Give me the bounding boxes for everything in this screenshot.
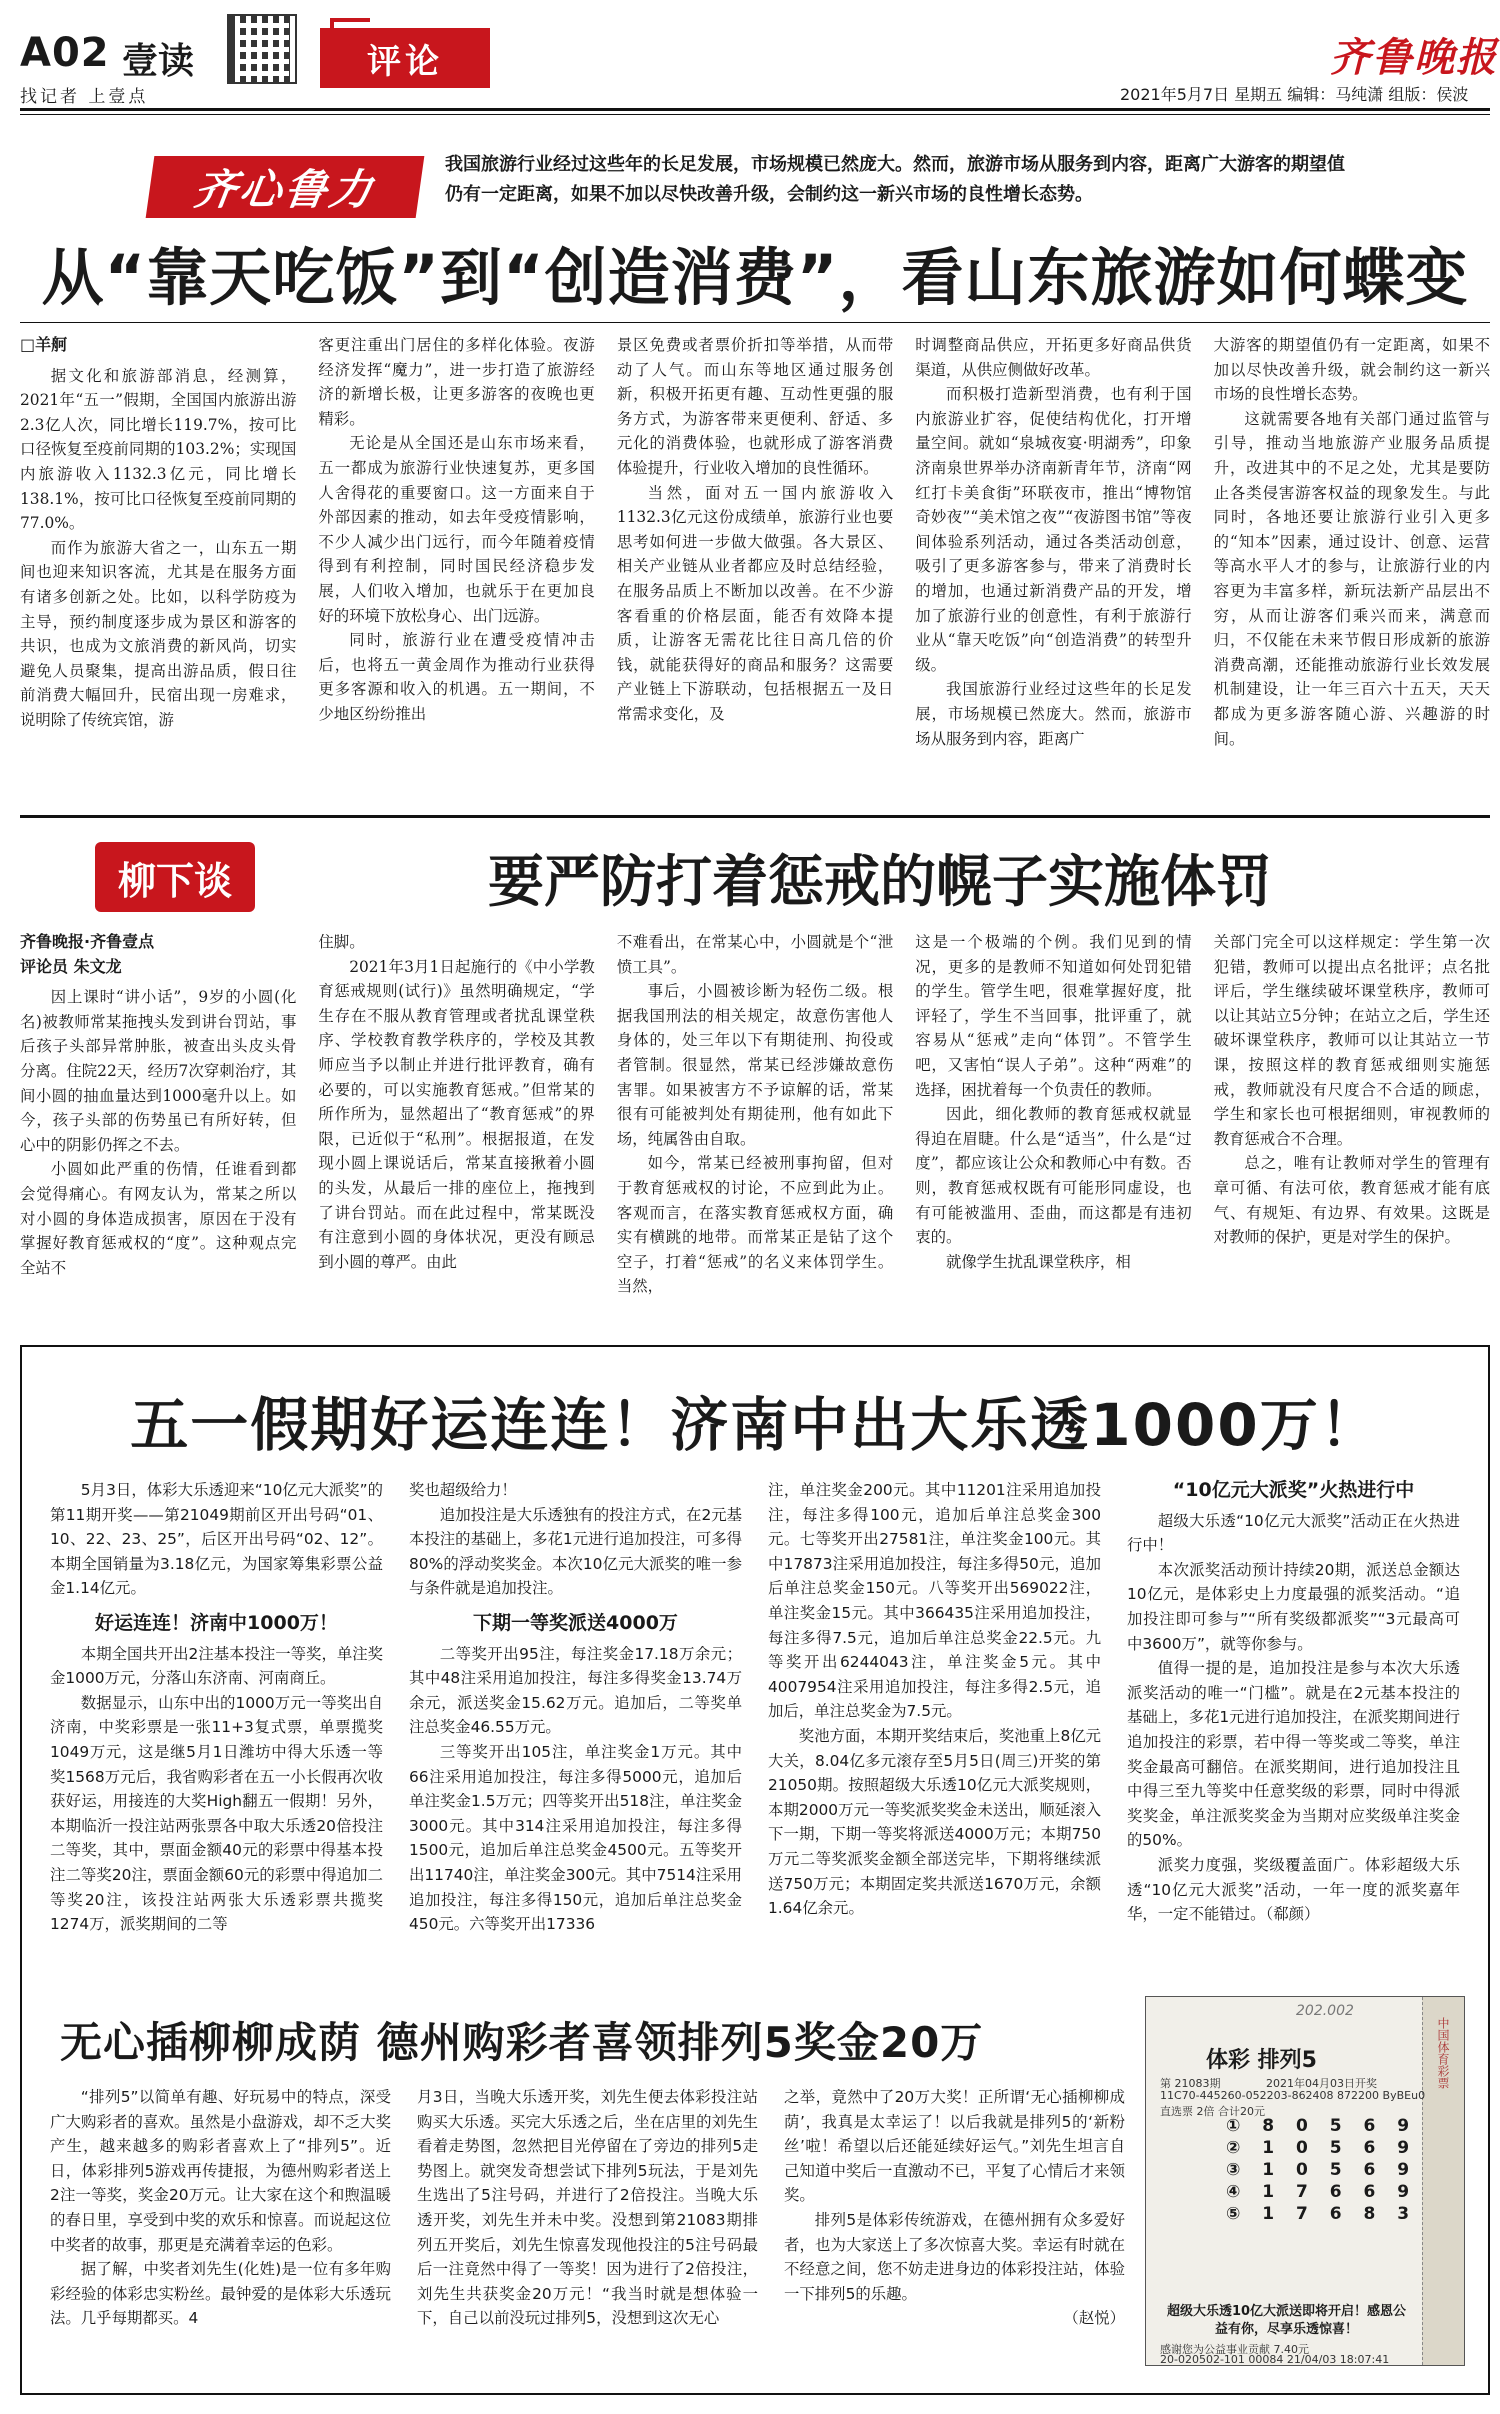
paragraph: 数据显示，山东中出的1000万元一等奖出自济南，中奖彩票是一张11+3复式票，单票揽奖1049万元，这是继5月1日潍坊中得大乐透一等奖1568万元后，我省购彩者在五一小长假再次收获好运，用接连的大奖High翻五一假期！另外，本期临沂一投注站两张票各中取大乐透20倍投注二等奖，其中，票面金额40元的彩票中得基本投注二等奖20注，票面金额60元的彩票中得追加二等奖20注，该投注站两张大乐透彩票共揽奖1274万，派奖期间的二等 [50,1693,383,1934]
article2-column [617,930,893,1320]
ticket-promo: 超级大乐透10亿大派送即将开启！感恩公益有你，尽享乐透惊喜！ [1166,2304,1407,2337]
article2-headline[interactable]: 要严防打着惩戒的幌子实施体罚 [488,850,1272,915]
article3-column [409,1478,742,1968]
article1-byline: □羊舸 [20,335,68,354]
paragraph: 就像学生扰乱课堂秩序，相 [946,1252,1131,1271]
paragraph: 派奖力度强，奖级覆盖面广。体彩超级大乐透“10亿元大派奖”活动，一年一度的派奖嘉年华，一定不能错过。（郗颜） [1127,1855,1460,1924]
section-name: 壹读 [122,41,195,82]
article4-body [50,2085,1125,2375]
paragraph: 景区免费或者票价折扣等举措，从而带动了人气。而山东等地区通过服务创新，积极开拓更有趣、互动性更强的服务方式，为游客带来更便利、舒适、多元化的消费体验，也就形成了游客消费体验提升，行业收入增加的良性循环。 [616,336,894,477]
divider [20,322,1490,323]
paragraph: 我国旅游行业经过这些年的长足发展，市场规模已然庞大。然而，旅游市场从服务到内容，距离广 [915,680,1192,748]
article1-column [617,333,893,803]
subheading: 下期一等奖派送4000万 [473,1611,678,1634]
ticket-handwriting: 202.002 [1296,2003,1354,2019]
newspaper-logo: 齐鲁晚报 [1330,34,1498,81]
ticket-side-text: 中国体育彩票 [1436,2017,1450,2089]
paragraph: 这是一个极端的个例。我们见到的情况，更多的是教师不知道如何处罚犯错的学生。管学生吧，很难掌握好度，批评轻了，学生不当回事，批评重了，就容易从“惩戒”走向“体罚”。不管学生吧，又害怕“误人子弟”。这种“两难”的选择，困扰着每一个负责任的教师。 [915,933,1192,1099]
paragraph: 据文化和旅游部消息，经测算，2021年“五一”假期，全国国内旅游出游2.3亿人次，同比增长119.7%，按可比口径恢复至疫前同期的103.2%；实现国内旅游收入1132.3亿元，同比增长138.1%，按可比口径恢复至疫前同期的77.0%。 [20,366,297,533]
article4-column [417,2085,758,2375]
paragraph: 客更注重出门居住的多样化体验。夜游经济发挥“魔力”，进一步打造了旅游经济的新增长极，让更多游客的夜晚也更精彩。 [318,336,595,428]
article3-body [50,1478,1460,1968]
page-number: A02 [20,30,110,76]
article2-column [20,930,296,1320]
paragraph: 月3日，当晚大乐透开奖，刘先生便去体彩投注站购买大乐透。买完大乐透之后，坐在店里的刘先生看着走势图，忽然把目光停留在了旁边的排列5走势图上。就突发奇想尝试下排列5玩法，于是刘先生选出了5注号码，并进行了2倍投注。当晚大乐透开奖，刘先生并未中奖。没想到第21083期排列五开奖后，刘先生惊喜发现他投注的5注号码最后一注竟然中得了一等奖！因为进行了2倍投注，刘先生共获奖金20万元！“我当时就是想体验一下，自己以前没玩过排列5，没想到这次无心 [417,2088,758,2328]
paragraph: 值得一提的是，追加投注是参与本次大乐透派奖活动的唯一“门槛”。就是在2元基本投注的基础上，多花1元进行追加投注，在派奖期间进行追加投注的彩票，若中得一等奖或二等奖，单注奖金最高可翻倍。在派奖期间，进行追加投注且中得三至九等奖中任意奖级的彩票，同时中得派奖奖金，单注派奖奖金为当期对应奖级单注奖金的50%。 [1127,1659,1460,1850]
paragraph: 追加投注是大乐透独有的投注方式，在2元基本投注的基础上，多花1元进行追加投注，可多得80%的浮动奖奖金。本次10亿元大派奖的唯一参与条件就是追加投注。 [409,1505,742,1598]
article1-headline[interactable]: 从“靠天吃饭”到“创造消费”，看山东旅游如何蝶变 [41,241,1469,314]
paragraph: 2021年3月1日起施行的《中小学教育惩戒规则(试行)》虽然明确规定，“学生存在不服从教育管理或者扰乱课堂秩序、学校教育教学秩序的，学校及其教师应当予以制止并进行批评教育，确有必要的，可以实施教育惩戒。”但常某的所作所为，显然超出了“教育惩戒”的界限，已近似于“私刑”。根据报道，在发现小圆上课说话后，常某直接揪着小圆的头发，从最后一排的座位上，拖拽到了讲台罚站。而在此过程中，常某既没有注意到小圆的身体状况，更没有顾忌到小圆的尊严。由此 [318,957,595,1271]
section-divider [20,815,1490,818]
dateline: 2021年5月7日 星期五 编辑：马纯潇 组版：侯波 [1120,85,1469,104]
ticket-numbers [1226,2115,1417,2225]
section-tag-comment: 评论 [320,28,490,88]
paragraph: 事后，小圆被诊断为轻伤二级。根据我国刑法的相关规定，故意伤害他人身体的，处三年以下有期徒刑、拘役或者管制。很显然，常某已经涉嫌故意伤害罪。如果被害方不予谅解的话，常某很有可能被判处有期徒刑，他有如此下场，纯属咎由自取。 [616,982,894,1148]
ticket-header-row: 直选票 2倍 合计20元 [1160,2105,1265,2118]
paragraph: 总之，唯有让教师对学生的管理有章可循、有法可依，教育惩戒才能有底气、有规矩、有边界、有效果。这既是对教师的保护，更是对学生的保护。 [1213,1154,1491,1247]
article4-column [50,2085,391,2375]
paragraph: 无论是从全国还是山东市场来看，五一都成为旅游行业快速复苏，更多国人舍得花的重要窗口。这一方面来自于外部因素的推动，如去年受疫情影响，不少人减少出门远行，而今年随着疫情得到有利控制，同时国民经济稳步发展，人们收入增加，也就乐于在更加良好的环境下放松身心、出门远游。 [318,434,595,625]
article2-column [1214,930,1490,1320]
paragraph: 不难看出，在常某心中，小圆就是个“泄愤工具”。 [616,933,894,976]
article2-body [20,930,1490,1320]
paragraph: 据了解，中奖者刘先生(化姓)是一位有多年购彩经验的体彩忠实粉丝。最钟爱的是体彩大乐透玩法。几乎每期都买。4 [50,2260,391,2328]
qr-code-icon[interactable] [227,14,297,84]
ticket-footer: 感谢您为公益事业贡献 7.40元 [1160,2343,1309,2356]
article3-column [768,1478,1101,1968]
header-rule [20,108,1490,111]
paragraph: 因上课时“讲小话”，9岁的小圆(化名)被教师常某拖拽头发到讲台罚站，事后孩子头部异常肿胀，被查出头皮头骨分离。住院22天，经历7次穿刺治疗，其间小圆的抽血量达到1000毫升以上。如今，孩子头部的伤势虽已有所好转，但心中的阴影仍挥之不去。 [20,988,297,1154]
article1-column [915,333,1191,803]
subheading: 好运连连！济南中1000万！ [95,1611,338,1634]
paragraph: 超级大乐透“10亿元大派奖”活动正在火热进行中！ [1127,1511,1460,1555]
paragraph: 注，单注奖金200元。其中11201注采用追加投注，每注多得100元，追加后单注总奖金300元。七等奖开出27581注，单注奖金100元。其中17873注采用追加投注，每注多得50元，追加后单注总奖金150元。八等奖开出569022注，单注奖金15元。其中366435注采用追加投注，每注多得7.5元，追加后单注总奖金22.5元。九等奖开出6244043注，单注奖金5元。其中4007954注采用追加投注，每注多得2.5元，追加后，单注总奖金为7.5元。 [768,1481,1101,1721]
column-tag-qixinluli: 齐心鲁力 [146,156,425,218]
paragraph: 5月3日，体彩大乐透迎来“10亿元大派奖”的第11期开奖——第21049期前区开出号码“01、10、22、23、25”，后区开出号码“02、12”。本期全国销量为3.18亿元，为国家筹集彩票公益金1.14亿元。 [50,1481,383,1598]
article3-column [50,1478,383,1968]
paragraph: 而作为旅游大省之一，山东五一期间也迎来知识客流，尤其是在服务方面有诸多创新之处。比如，以科学防疫为主导，预约制度逐步成为景区和游客的共识，也成为文旅消费的新风尚，切实避免人员聚集，提高出游品质，假日往前消费大幅回升，民宿出现一房难求，说明除了传统宾馆，游 [20,538,297,729]
article4-headline[interactable]: 无心插柳柳成荫 德州购彩者喜领排列5奖金20万 [60,2018,984,2067]
article1-column [318,333,594,803]
article3-column [1127,1478,1460,1968]
paragraph: 而积极打造新型消费，也有利于国内旅游业扩容，促使结构优化，打开增量空间。就如“泉城夜宴·明湖秀”，印象济南泉世界举办济南新青年节，济南“网红打卡美食街”环联夜市，推出“博物馆奇妙夜”“美术馆之夜”“夜游图书馆”等夜间体验系列活动，通过各类活动创意，吸引了更多游客参与，带来了消费时长的增加，也通过新消费产品的开发，增加了旅游行业的创意性，有利于旅游行业从“靠天吃饭”向“创造消费”的转型升级。 [915,385,1192,674]
ticket-title: 体彩 排列5 [1206,2048,1317,2073]
article2-column [915,930,1191,1320]
subheading: “10亿元大派奖”火热进行中 [1172,1479,1415,1501]
paragraph: 奖池方面，本期开奖结束后，奖池重上8亿元大关，8.04亿多元滚存至5月5日(周三)开奖的第21050期。按照超级大乐透10亿元大派奖规则，本期2000万元一等奖派奖奖金未送出，顺延滚入下一期，下期一等奖将派送4000万元；本期750万元二等奖派奖金额全部送完毕，下期将继续派送750万元；本期固定奖共派送1670万元，余额1.64亿余元。 [768,1726,1101,1918]
ticket-row: ④ 1 7 6 6 9 [1226,2182,1418,2202]
ticket-strip [1422,1997,1464,2365]
ticket-row: ③ 1 0 5 6 9 [1226,2160,1418,2180]
masthead-slogan: 找记者 上壹点 [20,87,149,107]
article3-headline[interactable]: 五一假期好运连连！济南中出大乐透1000万！ [130,1391,1380,1459]
article1-lede: 我国旅游行业经过这些年的长足发展，市场规模已然庞大。然而，旅游市场从服务到内容，距离广大游客的期望值仍有一定距离，如果不加以尽快改善升级，会制约这一新兴市场的良性增长态势。 [445,154,1345,205]
paragraph: “排列5”以简单有趣、好玩易中的特点，深受广大购彩者的喜欢。虽然是小盘游戏，却不乏大奖产生，越来越多的购彩者喜欢上了“排列5”。近日，体彩排列5游戏再传捷报，为德州购彩者送上2注一等奖，奖金20万元。让大家在这个和煦温暖的春日里，享受到中奖的欢乐和惊喜。而说起这位中奖者的故事，那更是充满着幸运的色彩。 [50,2088,391,2254]
paragraph: 之举，竟然中了20万大奖！正所谓‘无心插柳柳成荫’，我真是太幸运了！以后我就是排列5的‘新粉丝’啦！希望以后还能延续好运气。”刘先生坦言自己知道中奖后一直激动不已，平复了心情后才来领奖。 [784,2088,1125,2205]
paragraph: 本次派奖活动预计持续20期，派送总金额达10亿元，是体彩史上力度最强的派奖活动。“追加投注即可参与”“所有奖级都派奖”“3元最高可中3600万”，就等你参与。 [1127,1560,1460,1653]
column-tag-liuxiatan: 柳下谈 [95,842,255,912]
lottery-ticket-image [1145,1996,1465,2366]
paragraph: 二等奖开出95注，每注奖金17.18万余元；其中48注采用追加投注，每注多得奖金13.74万余元，派送奖金15.62万元。追加后，二等奖单注总奖金46.55万元。 [409,1644,742,1737]
ticket-date: 2021年04月03日开奖 [1266,2077,1377,2090]
paragraph: 时调整商品供应，开拓更多好商品供货渠道，从供应侧做好改革。 [915,336,1192,379]
ticket-row: ⑤ 1 7 6 8 3 [1226,2204,1418,2224]
article2-byline: 评论员 朱文龙 [20,956,122,976]
tag-decoration [330,18,370,22]
paragraph: 奖也超级给力！ [409,1481,517,1499]
ticket-issue: 第 21083期 [1160,2077,1221,2090]
paragraph: 小圆如此严重的伤情，任谁看到都会觉得痛心。有网友认为，常某之所以对小圆的身体造成损害，原因在于没有掌握好教育惩戒权的“度”。这种观点完全站不 [20,1160,297,1277]
paragraph: 大游客的期望值仍有一定距离，如果不加以尽快改善升级，就会制约这一新兴市场的良性增长态势。 [1213,336,1491,404]
paragraph: 本期全国共开出2注基本投注一等奖，单注奖金1000万元，分落山东济南、河南商丘。 [50,1644,383,1688]
paragraph: 关部门完全可以这样规定：学生第一次犯错，教师可以提出点名批评；点名批评后，学生继续破坏课堂秩序，教师可以让其站立5分钟；在站立之后，学生还破坏课堂秩序，教师可以让其站立一节课，按照这样的教育惩戒细则实施惩戒，教师就没有尺度合不合适的顾虑，学生和家长也可根据细则，审视教师的教育惩戒合不合理。 [1213,933,1491,1148]
paragraph: 如今，常某已经被刑事拘留，但对于教育惩戒权的讨论，不应到此为止。客观而言，在落实教育惩戒权方面，确实有横跳的地带。而常某正是钻了这个空子，打着“惩戒”的名义来体罚学生。当然， [616,1154,894,1296]
article2-byline: 齐鲁晚报·齐鲁壹点 [20,932,155,951]
paragraph: 这就需要各地有关部门通过监管与引导，推动当地旅游产业服务品质提升，改进其中的不足之处，尤其是要防止各类侵害游客权益的现象发生。与此同时，各地还要让旅游行业引入更多的“知本”因素，通过设计、创意、运营等高水平人才的参与，让旅游行业的内容更为丰富多样，新玩法新产品层出不穷，从而让游客们乘兴而来，满意而归，不仅能在未来节假日形成新的旅游消费高潮，还能推动旅游行业长效发展机制建设，让一年三百六十五天，天天都成为更多游客随心游、兴趣游的时间。 [1213,409,1491,748]
paragraph: 住脚。 [318,933,365,951]
signature: （赵悦） [1063,2309,1125,2328]
paragraph: 因此，细化教师的教育惩戒权就显得迫在眉睫。什么是“适当”，什么是“过度”，都应该让公众和教师心中有数。否则，教育惩戒权既有可能形同虚设，也有可能被滥用、歪曲，而这都是有违初衷的。 [915,1105,1192,1247]
ticket-code: 20-020502-101 00084 21/04/03 18:07:41 [1160,2353,1390,2366]
header-rule [20,114,1490,115]
paragraph: 当然，面对五一国内旅游收入1132.3亿元这份成绩单，旅游行业也要思考如何进一步做大做强。各大景区、相关产业链从业者都应及时总结经验，在服务品质上不断加以改善。在不少游客看重的价格层面，能否有效降本提质，让游客无需花比往日高几倍的价钱，就能获得好的商品和服务？这需要产业链上下游联动，包括根据五一及日常需求变化，及 [616,483,894,723]
ticket-row: ② 1 0 5 6 9 [1226,2138,1418,2158]
ticket-serial: 11C70-445260-052203-862408 872200 ByBEu0 [1160,2089,1426,2102]
article1-body [20,333,1490,803]
article1-column [20,333,296,803]
article1-column [1214,333,1490,803]
article2-column [318,930,594,1320]
ticket-row: ① 8 0 5 6 9 [1226,2116,1418,2136]
paragraph: 三等奖开出105注，单注奖金1万元。其中66注采用追加投注，每注多得5000元，追加后单注奖金1.5万元；四等奖开出518注，单注奖金3000元。其中314注采用追加投注，每注多得1500元，追加后单注总奖金4500元。五等奖开出11740注，单注奖金300元。其中7514注采用追加投注，每注多得150元，追加后单注总奖金450元。六等奖开出17336 [409,1742,742,1934]
paragraph: 同时，旅游行业在遭受疫情冲击后，也将五一黄金周作为推动行业获得更多客源和收入的机遇。五一期间，不少地区纷纷推出 [318,631,595,723]
article4-column [784,2085,1125,2375]
paragraph: 排列5是体彩传统游戏，在德州拥有众多爱好者，也为大家送上了多次惊喜大奖。幸运有时就在不经意之间，您不妨走进身边的体彩投注站，体验一下排列5的乐趣。 [784,2210,1125,2303]
